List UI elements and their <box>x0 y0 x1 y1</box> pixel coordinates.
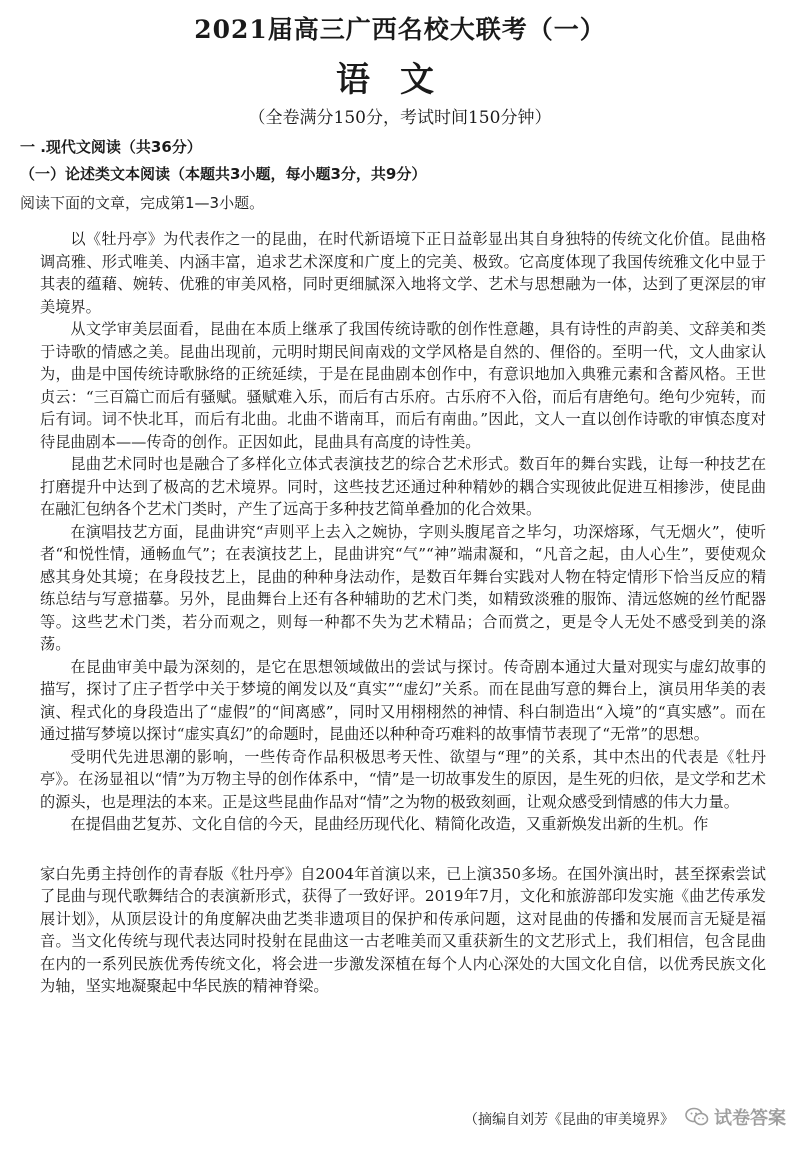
source-citation: （摘编自刘芳《昆曲的审美境界》 <box>464 1112 674 1128</box>
article-paragraph: 在提倡曲艺复苏、文化自信的今天，昆曲经历现代化、精简化改造，又重新焕发出新的生机。作 <box>70 815 709 833</box>
part1-heading: 一 .现代文阅读（共36分） <box>20 138 202 156</box>
subject-title: 语文 <box>336 60 464 100</box>
article-paragraph: 昆曲艺术同时也是融合了多样化立体式表演技艺的综合艺术形式。数百年的舞台实践，让每一种技艺在打磨提升中达到了极高的艺术境界。同时，这些技艺还通过种种精妙的耦合实现彼此促进互相掺涉，使昆曲在融汇包纳各个艺术门类时，产生了远高于多种技艺简单叠加的化合效果。 <box>40 455 766 518</box>
subsection-heading: （一）论述类文本阅读（本题共3小题，每小题3分，共9分） <box>20 165 427 183</box>
exam-title: 2021届高三广西名校大联考（一） <box>194 15 606 44</box>
article-body <box>40 228 766 998</box>
score-time-note: （全卷满分150分，考试时间150分钟） <box>248 108 552 128</box>
watermark-text: 试卷答案 <box>714 1108 786 1129</box>
wechat-icon <box>685 1107 709 1127</box>
article-paragraph: 在昆曲审美中最为深刻的，是它在思想领域做出的尝试与探讨。传奇剧本通过大量对现实与虚幻故事的描写，探讨了庄子哲学中关于梦境的阐发以及“真实”“虚幻”关系。而在昆曲写意的舞台上，演员用华美的表演、程式化的身段造出了“虚假”的“间离感”，同时又用栩栩然的神情、科白制造出“入境”的“真实感”。而在通过描写梦境以探讨“虚实真幻”的命题时，昆曲还以种种奇巧难料的故事情节表现了“无常”的思想。 <box>40 657 766 743</box>
article-paragraph-continuation: 家白先勇主持创作的青春版《牡丹亭》自2004年首演以来，已上演350多场。在国外演出时，甚至探索尝试了昆曲与现代歌舞结合的表演新形式，获得了一致好评。2019年7月，文化和旅游部印发实施《曲艺传承发展计划》，从顶层设计的角度解决曲艺类非遗项目的保护和传承问题，这对昆曲的传播和发展而言无疑是福音。当文化传统与现代表达同时投射在昆曲这一古老唯美而又重获新生的文艺形式上，我们相信，包含昆曲在内的一系列民族优秀传统文化，将会进一步激发深植在每个人内心深处的大国文化自信，以优秀民族文化为轴，坚实地凝聚起中华民族的精神脊梁。 <box>40 864 766 995</box>
watermark <box>685 1104 786 1130</box>
article-paragraph: 在演唱技艺方面，昆曲讲究“声则平上去入之婉协，字则头腹尾音之毕匀，功深熔琢，气无烟火”，使听者“和悦性情，通畅血气”；在表演技艺上，昆曲讲究“气”“神”端肃凝和，“凡音之起，由人心生”，要使观众感其身处其境；在身段技艺上，昆曲的种种身法动作，是数百年舞台实践对人物在特定情形下恰当反应的精练总结与写意描摹。另外，昆曲舞台上还有各种辅助的艺术门类，如精致淡雅的服饰、清远悠婉的丝竹配器等。这些艺术门类，若分而观之，则每一种都不失为艺术精品；合而赏之，更是令人无处不感受到美的涤荡。 <box>40 522 766 653</box>
reading-instruction: 阅读下面的文章，完成第1—3小题。 <box>20 194 265 212</box>
article-paragraph: 从文学审美层面看，昆曲在本质上继承了我国传统诗歌的创作性意趣，具有诗性的声韵美、文辞美和类于诗歌的情感之美。昆曲出现前，元明时期民间南戏的文学风格是自然的、俚俗的。至明一代，文人曲家认为，曲是中国传统诗歌脉络的正统延续，于是在昆曲剧本创作中，有意识地加入典雅元素和含蓄风格。王世贞云：“三百篇亡而后有骚赋。骚赋难入乐，而后有古乐府。古乐府不入俗，而后有唐绝句。绝句少宛转，而后有词。词不快北耳，而后有北曲。北曲不谐南耳，而后有南曲。”因此，文人一直以创作诗歌的审慎态度对待昆曲剧本——传奇的创作。正因如此，昆曲具有高度的诗性美。 <box>40 320 766 451</box>
article-paragraph: 受明代先进思潮的影响，一些传奇作品积极思考天性、欲望与“理”的关系，其中杰出的代表是《牡丹亭》。在汤显祖以“情”为万物主导的创作体系中，“情”是一切故事发生的原因，是生死的归依，是文学和艺术的源头，也是理法的本来。正是这些昆曲作品对“情”之为物的极致刻画，让观众感受到情感的伟大力量。 <box>40 747 766 811</box>
article-paragraph: 以《牡丹亭》为代表作之一的昆曲，在时代新语境下正日益彰显出其自身独特的传统文化价值。昆曲格调高雅、形式唯美、内涵丰富，追求艺术深度和广度上的完美、极致。它高度体现了我国传统雅文化中显于其表的蕴藉、婉转、优雅的审美风格，同时更细腻深入地将文学、艺术与思想融为一体，达到了更深层的审美境界。 <box>40 230 766 316</box>
